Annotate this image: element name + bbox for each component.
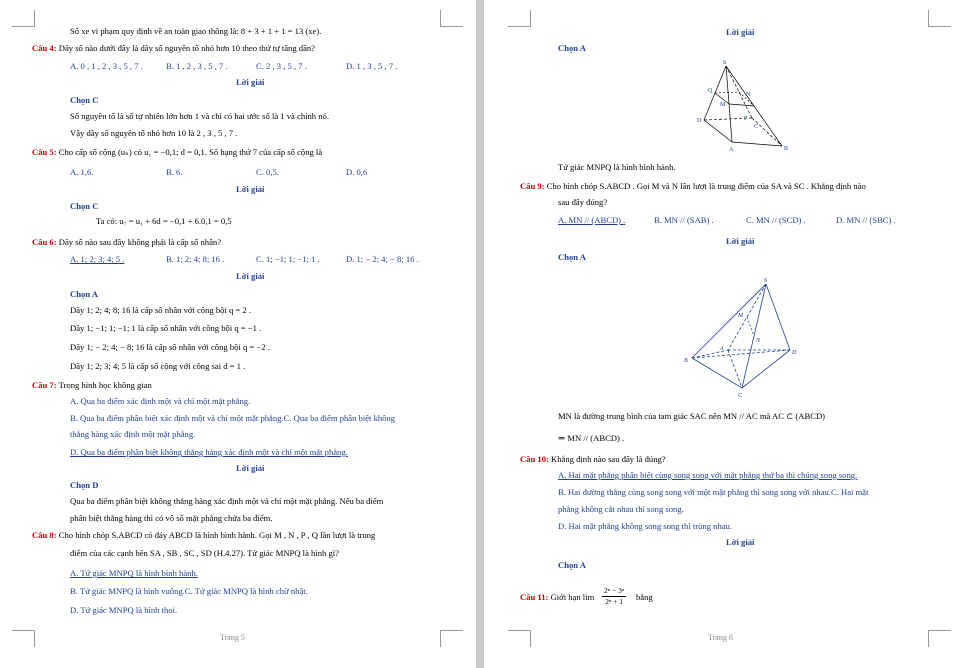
fig1-label-p: P	[744, 116, 748, 122]
fig2-label-s: S	[764, 278, 767, 284]
option-b: B. 1; 2; 4; 8; 16 .	[166, 254, 225, 264]
solution-heading: Lời giải	[726, 27, 755, 37]
question-label: Câu 4:	[32, 43, 57, 53]
question-text: Cho hình chóp S.ABCD . Gọi M và N lần lượt là trung điểm của SA và SC . Khẳng định nào	[546, 181, 866, 191]
crop-mark-bottom-left	[508, 630, 531, 647]
question-label: Câu 6:	[32, 237, 57, 247]
answer-choice: Chọn A	[558, 560, 586, 570]
question-text: Dãy số nào sau đây không phải là cấp số nhân?	[58, 237, 222, 247]
fig1-label-a: A	[729, 147, 734, 153]
question-6	[32, 237, 221, 248]
option-a: A. Tứ giác MNPQ là hình bình hành.	[70, 568, 198, 578]
question-text-end: bằng	[636, 592, 653, 602]
crop-mark-bottom-right	[440, 630, 463, 647]
question-8	[32, 530, 375, 541]
explanation-line: MN là đường trung bình của tam giác SAC nên MN // AC mà AC ⊂ (ABCD)	[558, 411, 826, 421]
option-b: B. 6.	[166, 167, 183, 177]
question-text: Cho cấp số cộng (uₙ) có u₁ = −0,1; d = 0,1. Số hạng thứ 7 của cấp số cộng là	[58, 147, 323, 157]
option-a: A. Hai mặt phẳng phân biệt cùng song song với mặt phẳng thứ ba thì chúng song song.	[558, 470, 858, 480]
option-c: C. MN // (SCD) .	[746, 215, 806, 225]
question-9	[520, 181, 866, 192]
fig2-label-c: C	[738, 393, 743, 399]
option-c: C. 2 , 3 , 5 , 7 .	[256, 61, 307, 71]
question-label: Câu 7:	[32, 380, 57, 390]
explanation-line: Dãy 1; − 2; 4; − 8; 16 là cấp số nhân với công bội q = −2 .	[70, 342, 270, 352]
option-a: A. 1,6.	[70, 167, 94, 177]
option-c: C. 1; −1; 1; −1; 1 .	[256, 254, 320, 264]
page-footer: Trang 6	[708, 633, 733, 642]
option-a: A. 1; 2; 3; 4; 5 .	[70, 254, 125, 264]
explanation-line: Dãy 1; −1; 1; −1; 1 là cấp số nhân với công bội q = −1 .	[70, 323, 262, 333]
question-text-cont: điểm của các cạnh bên SA , SB , SC , SD (H.4.27). Tứ giác MNPQ là hình gì?	[70, 548, 339, 558]
answer-choice: Chọn D	[70, 480, 99, 490]
fraction-numerator: 2ⁿ − 3ⁿ	[604, 586, 625, 595]
option-b: B. 1 , 2 , 3 , 5 , 7 .	[166, 61, 228, 71]
explanation-line: Vậy dãy số nguyên tố nhỏ hơn 10 là 2 , 3 , 5 , 7 .	[70, 128, 238, 138]
option-b-c: B. Hai đường thẳng cùng song song với một mặt phẳng thì song song với nhau.C. Hai mặt	[558, 487, 869, 497]
option-d: D. Tứ giác MNPQ là hình thoi.	[70, 605, 178, 615]
option-d: D. Qua ba điểm phân biệt không thẳng hàng xác định một và chỉ một mặt phẳng.	[70, 447, 348, 457]
explanation-line: Dãy 1; 2; 3; 4; 5 là cấp số cộng với công sai d = 1 .	[70, 361, 246, 371]
fig1-label-m: M	[720, 102, 726, 108]
option-b-c-cont: thẳng hàng xác định một mặt phẳng.	[70, 429, 196, 439]
solution-heading: Lời giải	[726, 236, 755, 246]
answer-choice: Chọn A	[70, 289, 98, 299]
answer-choice: Chọn C	[70, 201, 99, 211]
pyramid-figure-mnpq	[692, 58, 804, 154]
question-text: Trong hình học không gian	[58, 380, 152, 390]
crop-mark-top-right	[928, 10, 951, 27]
explanation-line: Ta có: u₇ = u₁ + 6d = −0,1 + 6.0,1 = 0,5	[96, 216, 232, 226]
explanation-line: ⇒ MN // (ABCD) .	[558, 433, 625, 443]
question-label: Câu 11:	[520, 592, 549, 602]
limit-fraction	[602, 586, 626, 607]
solution-heading: Lời giải	[236, 184, 265, 194]
fig1-label-q: Q	[708, 88, 713, 94]
option-b-c: B. Qua ba điểm phân biệt xác định một và chỉ một mặt phẳng.C. Qua ba điểm phân biệt không	[70, 413, 396, 423]
question-7	[32, 380, 152, 391]
option-c: C. 0,5.	[256, 167, 279, 177]
option-d: D. MN // (SBC) .	[836, 215, 896, 225]
crop-mark-top-left	[12, 10, 35, 27]
page-6	[484, 0, 966, 668]
intro-line: Số xe vi phạm quy định về an toàn giao thông là: 8 + 3 + 1 + 1 = 13 (xe).	[70, 26, 322, 36]
question-label: Câu 9:	[520, 181, 545, 191]
explanation-line: Dãy 1; 2; 4; 8; 16 là cấp số nhân với công bội q = 2 .	[70, 305, 252, 315]
explanation-line: Tứ giác MNPQ là hình bình hành.	[558, 162, 676, 172]
fig1-label-c: C	[754, 124, 759, 130]
solution-heading: Lời giải	[236, 271, 265, 281]
question-text-cont: sau đây đúng?	[558, 197, 608, 207]
fraction-denominator: 2ⁿ + 1	[605, 597, 624, 606]
option-b: B. MN // (SAB) .	[654, 215, 714, 225]
option-d: D. Hai mặt phẳng không song song thì trùng nhau.	[558, 521, 733, 531]
question-label: Câu 5:	[32, 147, 57, 157]
fig1-label-s: S	[723, 60, 727, 66]
explanation-line: Qua ba điểm phân biệt không thẳng hàng xác định một và chỉ một mặt phẳng. Nếu ba điểm	[70, 496, 384, 506]
fig2-label-d: D	[792, 350, 797, 356]
question-text: Dãy số nào dưới đây là dãy số nguyên tố nhỏ hơn 10 theo thứ tự tăng dần?	[58, 43, 315, 53]
fig2-label-a: A	[720, 346, 724, 352]
question-5	[32, 147, 322, 158]
question-text: Khẳng định nào sau đây là đúng?	[551, 454, 666, 464]
pyramid-figure-mn	[680, 276, 810, 402]
fig1-label-n: N	[746, 92, 751, 98]
crop-mark-bottom-left	[12, 630, 35, 647]
question-label: Câu 8:	[32, 530, 57, 540]
page-5	[0, 0, 476, 668]
question-10	[520, 454, 666, 465]
answer-choice: Chọn A	[558, 43, 586, 53]
crop-mark-bottom-right	[928, 630, 951, 647]
explanation-line: Số nguyên tố là số tự nhiên lớn hơn 1 và chỉ có hai ước số là 1 và chính nó.	[70, 111, 329, 121]
option-a: A. Qua ba điểm xác định một và chỉ một mặt phẳng.	[70, 396, 251, 406]
question-label: Câu 10:	[520, 454, 549, 464]
question-11	[520, 592, 594, 603]
crop-mark-top-right	[440, 10, 463, 27]
fig2-label-n: N	[756, 338, 761, 344]
option-a: A. MN // (ABCD) .	[558, 215, 626, 225]
question-text: Giới hạn lim	[550, 592, 595, 602]
fig1-label-b: B	[784, 146, 789, 152]
page-footer: Trang 5	[220, 633, 245, 642]
fig2-label-m: M	[738, 313, 743, 319]
solution-heading: Lời giải	[236, 463, 265, 473]
option-d: D. 1; − 2; 4; − 8; 16 .	[346, 254, 419, 264]
solution-heading: Lời giải	[236, 77, 265, 87]
answer-choice: Chọn C	[70, 95, 99, 105]
question-text: Cho hình chóp S.ABCD có đáy ABCD là hình bình hành. Gọi M , N , P , Q lần lượt là trung	[58, 530, 376, 540]
option-b-c: B. Tứ giác MNPQ là hình vuông.C. Tứ giác MNPQ là hình chữ nhật.	[70, 586, 308, 596]
crop-mark-top-left	[508, 10, 531, 27]
option-a: A. 0 , 1 , 2 , 3 , 5 , 7 .	[70, 61, 143, 71]
solution-heading: Lời giải	[726, 537, 755, 547]
option-b-c-cont: phẳng không cắt nhau thì song song.	[558, 504, 684, 514]
fig1-label-d: D	[697, 118, 702, 124]
question-4	[32, 43, 315, 54]
explanation-line: phân biệt thẳng hàng thì có vô số mặt phẳng chứa ba điểm.	[70, 513, 273, 523]
option-d: D. 1 , 3 , 5 , 7 .	[346, 61, 398, 71]
answer-choice: Chọn A	[558, 252, 586, 262]
option-d: D. 0,6	[346, 167, 368, 177]
fig2-label-b: B	[684, 358, 688, 364]
